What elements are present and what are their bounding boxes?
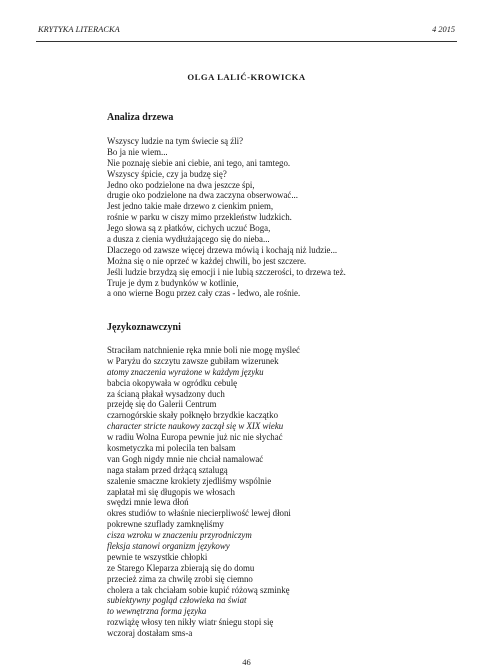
poem-line: character stricte naukowy zaczął się w XIX wieku (107, 421, 284, 432)
issue-number: 4 2015 (432, 25, 455, 34)
header-rule (36, 41, 457, 42)
running-header (38, 25, 455, 39)
poem-line: Wszyscy śpicie, czy ja budzę się? (107, 168, 227, 179)
poem-line: Jedno oko podzielone na dwa jeszcze śpi, (107, 179, 255, 190)
journal-title: KRYTYKA LITERACKA (38, 25, 120, 34)
poem-line: a dusza z cienia wydłużającego się do nieba... (107, 234, 270, 245)
poem-title-1: Analiza drzewa (107, 112, 174, 123)
poem-line: rośnie w parku w ciszy mimo przekleństw ludzkich. (107, 212, 292, 223)
poem-line: zapłatał mi się długopis we włosach (107, 486, 235, 497)
poem-line: przejdę się do Galerii Centrum (107, 399, 217, 410)
poem-line: Jest jedno takie małe drzewo z cienkim pniem, (107, 201, 274, 212)
poem-line: Wszyscy ludzie na tym świecie są źli? (107, 136, 244, 146)
poem-line: pewnie te wszystkie chłopki (107, 551, 208, 562)
poem-line: Nie poznaję siebie ani ciebie, ani tego, ani tamtego. (107, 157, 291, 168)
poem-line: pokrewne szuflady zamknęliśmy (107, 519, 224, 530)
poem-line: wczoraj dostałam sms-a (107, 628, 193, 639)
author-name: OLGA LALIĆ-KROWICKA (187, 72, 306, 82)
poem-line: cisza wzroku w znaczeniu przyrodniczym (107, 530, 252, 541)
poem-line: drugie oko podzielone na dwa zaczyna obserwować... (107, 190, 298, 201)
poem-line: subiektywny pogląd człowieka na świat (107, 595, 247, 606)
poem-line: Można się o nie oprzeć w każdej chwili, bo jest szczere. (107, 255, 307, 266)
poem-line: swędzi mnie lewa dłoń (107, 497, 189, 508)
poem-line: Jego słowa są z płatków, cichych uczuć Boga, (107, 223, 271, 234)
page-number: 46 (242, 657, 251, 667)
poem-line: rozwiążę włosy ten nikły wiatr śniegu stopi się (107, 617, 274, 628)
poem-line: Dlaczego od zawsze więcej drzewa mówią i kochają niż ludzie... (107, 244, 338, 255)
poem-body-2 (107, 345, 300, 639)
poem-line: naga stałam przed drżącą sztalugą (107, 464, 228, 475)
poem-line: babcia okopywała w ogródku cebulę (107, 377, 238, 388)
poem-line: szalenie smaczne krokiety zjedliśmy wspólnie (107, 475, 272, 486)
poem-line: Straciłam natchnienie ręka mnie boli nie mogę myśleć (107, 345, 300, 355)
poem-line: w radiu Wolna Europa pewnie już nic nie słychać (107, 432, 283, 443)
poem-line: Jeśli ludzie brzydzą się emocji i nie lubią szczerości, to drzewa też. (107, 266, 346, 277)
poem-title-2: Językoznawczyni (107, 322, 181, 333)
poem-line: przecież zima za chwilę zrobi się ciemno (107, 573, 253, 584)
poem-line: za ścianą płakał wysadzony duch (107, 388, 225, 399)
poem-body-1 (107, 136, 346, 299)
poem-line: to wewnętrzna forma języka (107, 606, 207, 617)
poem-line: okres studiów to właśnie niecierpliwość lewej dłoni (107, 508, 291, 519)
poem-line: kosmetyczka mi polecila ten balsam (107, 443, 236, 454)
poem-line: atomy znaczenia wyrażone w każdym języku (107, 366, 264, 377)
poem-line: w Paryżu do szczytu zawsze gubiłam wizerunek (107, 355, 279, 366)
poem-line: a ono wierne Bogu przez cały czas - ledwo, ale rośnie. (107, 288, 301, 299)
poem-line: czarnogórskie skały połknęło brzydkie kaczątko (107, 410, 279, 421)
poem-line: van Gogh nigdy mnie nie chciał namalować (107, 453, 264, 464)
poem-line: fleksja stanowi organizm językowy (107, 541, 230, 552)
poem-line: Bo ja nie wiem... (107, 146, 168, 157)
poem-line: cholera a tak chciałam sobie kupić różową szminkę (107, 584, 290, 595)
poem-line: Truje je dym z budynków w kotlinie, (107, 277, 239, 288)
poem-line: ze Starego Kleparza zbierają się do domu (107, 562, 255, 573)
